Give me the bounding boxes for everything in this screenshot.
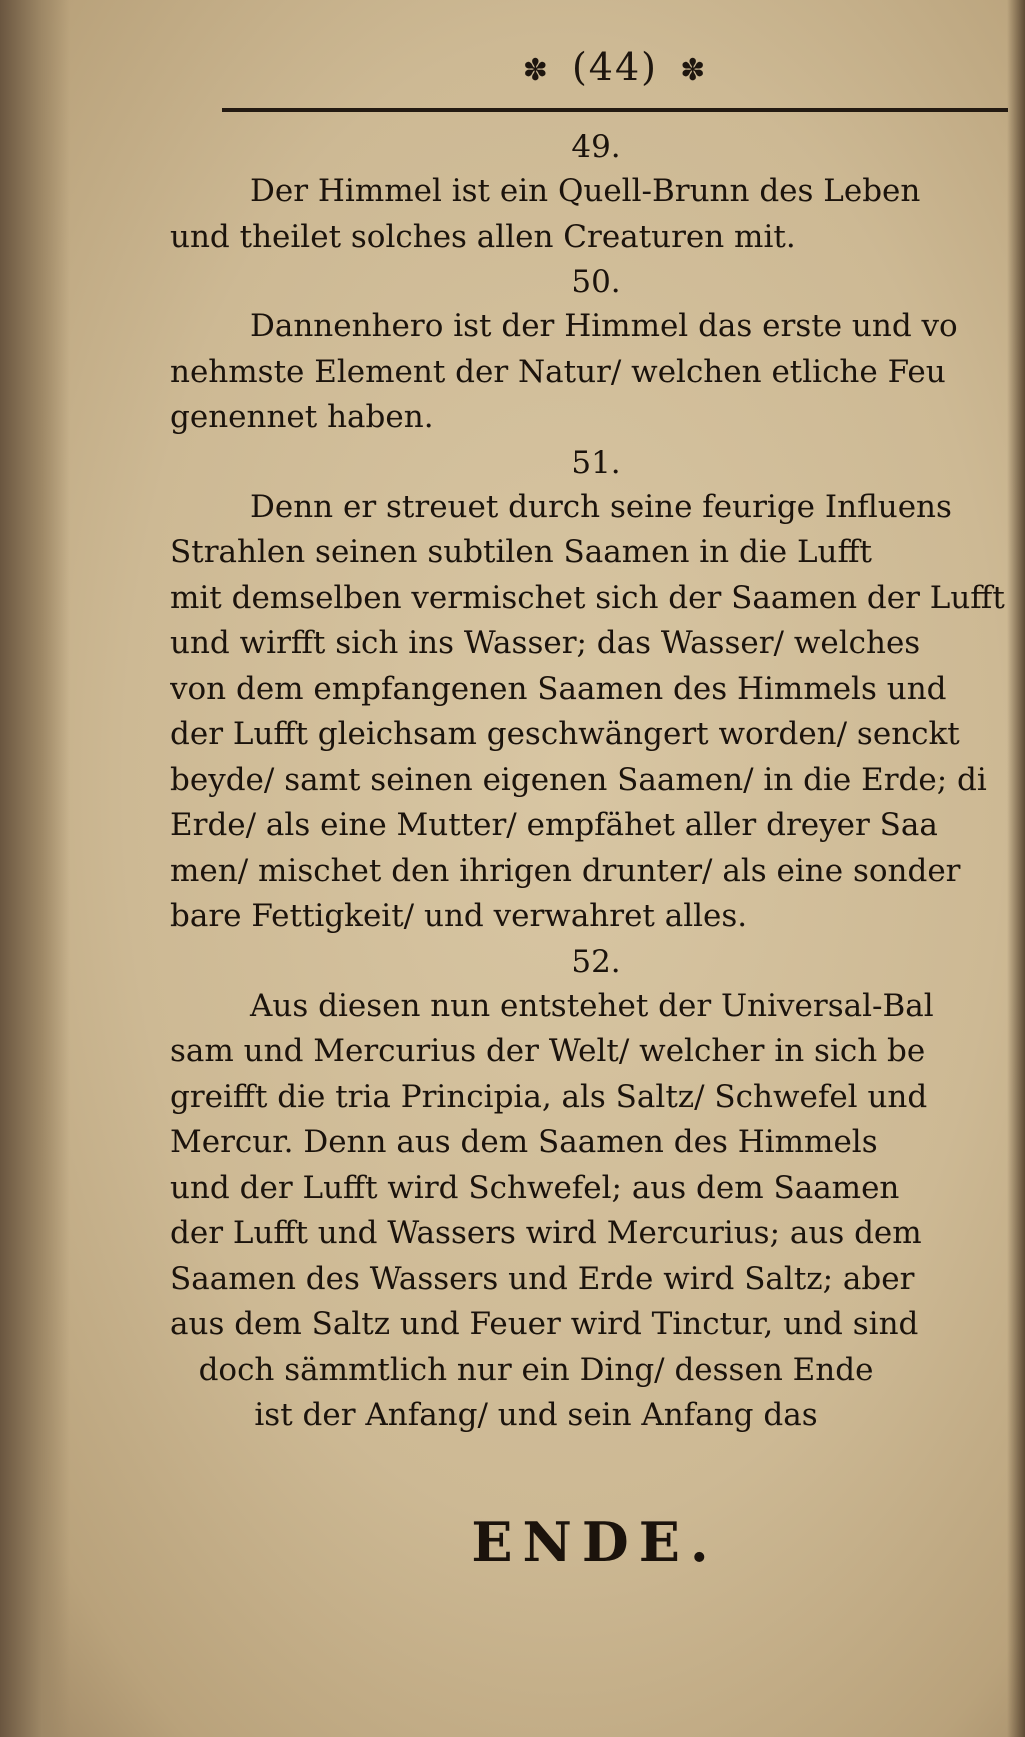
text-line: von dem empfangenen Saamen des Himmels und — [170, 670, 947, 707]
text-line: und theilet solches allen Creaturen mit. — [170, 218, 796, 255]
text-line: sam und Mercurius der Welt/ welcher in sich be — [170, 1033, 926, 1069]
text-line: beyde/ samt seinen eigenen Saamen/ in die Erde; di — [170, 761, 987, 798]
text-line: der Lufft und Wassers wird Mercurius; aus dem — [170, 1215, 922, 1251]
ornament-right-icon: ✽ — [680, 53, 708, 88]
text-line: Saamen des Wassers und Erde wird Saltz; aber — [170, 1260, 915, 1297]
text-line: men/ mischet den ihrigen drunter/ als eine sonder — [170, 852, 961, 889]
text-line: Erde/ als eine Mutter/ empfähet aller dreyer Saa — [170, 807, 938, 843]
section-number-52: 52. — [571, 943, 621, 980]
text-line: Aus diesen nun entstehet der Universal-Bal — [250, 987, 934, 1024]
closing-line: ist der Anfang/ und sein Anfang das — [254, 1397, 818, 1433]
text-line: der Lufft gleichsam geschwängert worden/ senckt — [170, 716, 960, 752]
page-number: (44) — [571, 45, 658, 89]
page-header — [220, 45, 1010, 89]
header-rule — [222, 108, 1008, 112]
text-line: Strahlen seinen subtilen Saamen in die Lufft — [170, 534, 872, 570]
text-line: nehmste Element der Natur/ welchen etliche Feu — [170, 353, 946, 390]
section-number-51: 51. — [571, 444, 621, 481]
text-line: Dannenhero ist der Himmel das erste und vo — [250, 308, 958, 344]
body-text — [170, 125, 1022, 1439]
text-line: mit demselben vermischet sich der Saamen der Lufft — [170, 579, 1005, 616]
text-line: genennet haben. — [170, 399, 434, 435]
text-line: Der Himmel ist ein Quell-Brunn des Leben — [250, 173, 921, 209]
section-number-50: 50. — [571, 264, 621, 300]
page-gutter-shadow — [0, 0, 70, 1737]
ornament-left-icon: ✽ — [522, 53, 550, 88]
text-line: Denn er streuet durch seine feurige Influens — [250, 488, 952, 525]
text-line: und wirfft sich ins Wasser; das Wasser/ welches — [170, 625, 921, 661]
section-number-49: 49. — [571, 129, 621, 165]
text-line: bare Fettigkeit/ und verwahret alles. — [170, 898, 748, 934]
text-line: und der Lufft wird Schwefel; aus dem Saamen — [170, 1169, 900, 1206]
closing-line: doch sämmtlich nur ein Ding/ dessen Ende — [198, 1351, 874, 1388]
ende-heading: ENDE. — [471, 1510, 719, 1574]
text-line: greifft die tria Principia, als Saltz/ Schwefel und — [170, 1078, 928, 1115]
text-line: aus dem Saltz und Feuer wird Tinctur, und sind — [170, 1306, 919, 1342]
text-line: Mercur. Denn aus dem Saamen des Himmels — [170, 1124, 878, 1160]
